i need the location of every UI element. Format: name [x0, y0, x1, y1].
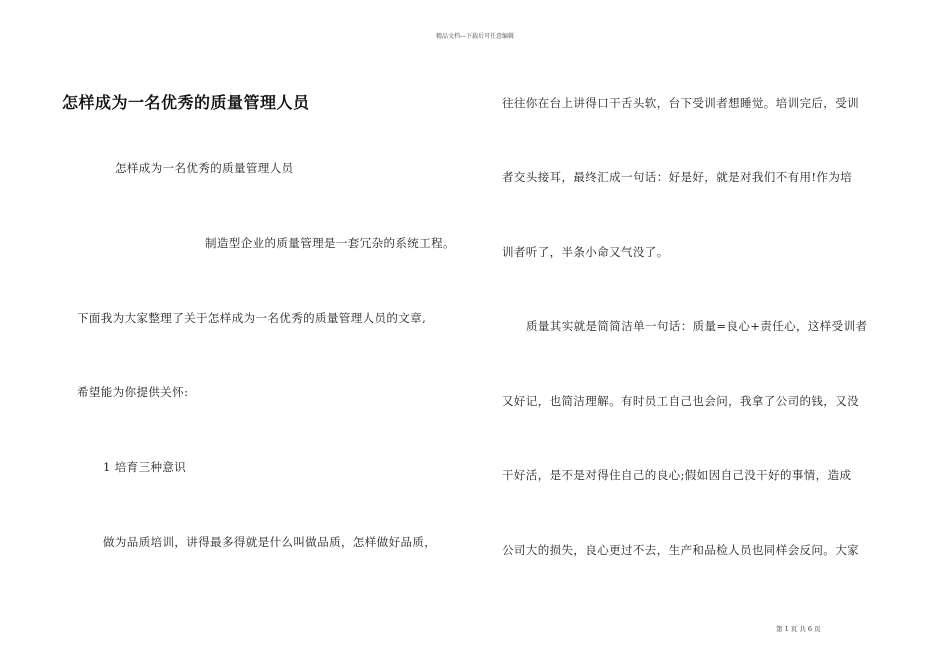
right-line-4: 质量其实就是简简洁单一句话：质量=良心+责任心，这样受训者 — [526, 319, 868, 333]
right-line-3: 训者听了，半条小命又气没了。 — [502, 245, 669, 259]
left-line-6: 做为品质培训，讲得最多得就是什么叫做品质，怎样做好品质， — [103, 535, 437, 549]
page-number: 第 1 页 共 6 页 — [776, 625, 821, 633]
left-line-intro: 制造型企业的质量管理是一套冗杂的系统工程。 — [205, 236, 455, 250]
right-line-1: 往往你在台上讲得口干舌头软，台下受训者想睡觉。培训完后，受训 — [502, 96, 859, 110]
right-line-6: 干好活，是不是对得住自己的良心;假如因自己没干好的事情，造成 — [502, 468, 852, 482]
left-line-3: 下面我为大家整理了关于怎样成为一名优秀的质量管理人员的文章, — [77, 311, 427, 325]
right-line-7: 公司大的损失，良心更过不去，生产和品检人员也同样会反问。大家 — [502, 543, 859, 557]
right-line-2: 者交头接耳，最终汇成一句话：好是好，就是对我们不有用!作为培 — [502, 170, 853, 184]
header-note: 精品文档---下载后可任意编辑 — [435, 33, 515, 40]
right-line-5: 又好记，也简洁理解。有时员工自己也会问，我拿了公司的钱，又没 — [502, 394, 859, 408]
document-title: 怎样成为一名优秀的质量管理人员 — [62, 93, 310, 112]
left-line-4: 希望能为你提供关怀: — [77, 385, 189, 399]
left-line-subtitle: 怎样成为一名优秀的质量管理人员 — [115, 161, 294, 175]
section-heading: 1 培育三种意识 — [103, 460, 187, 474]
